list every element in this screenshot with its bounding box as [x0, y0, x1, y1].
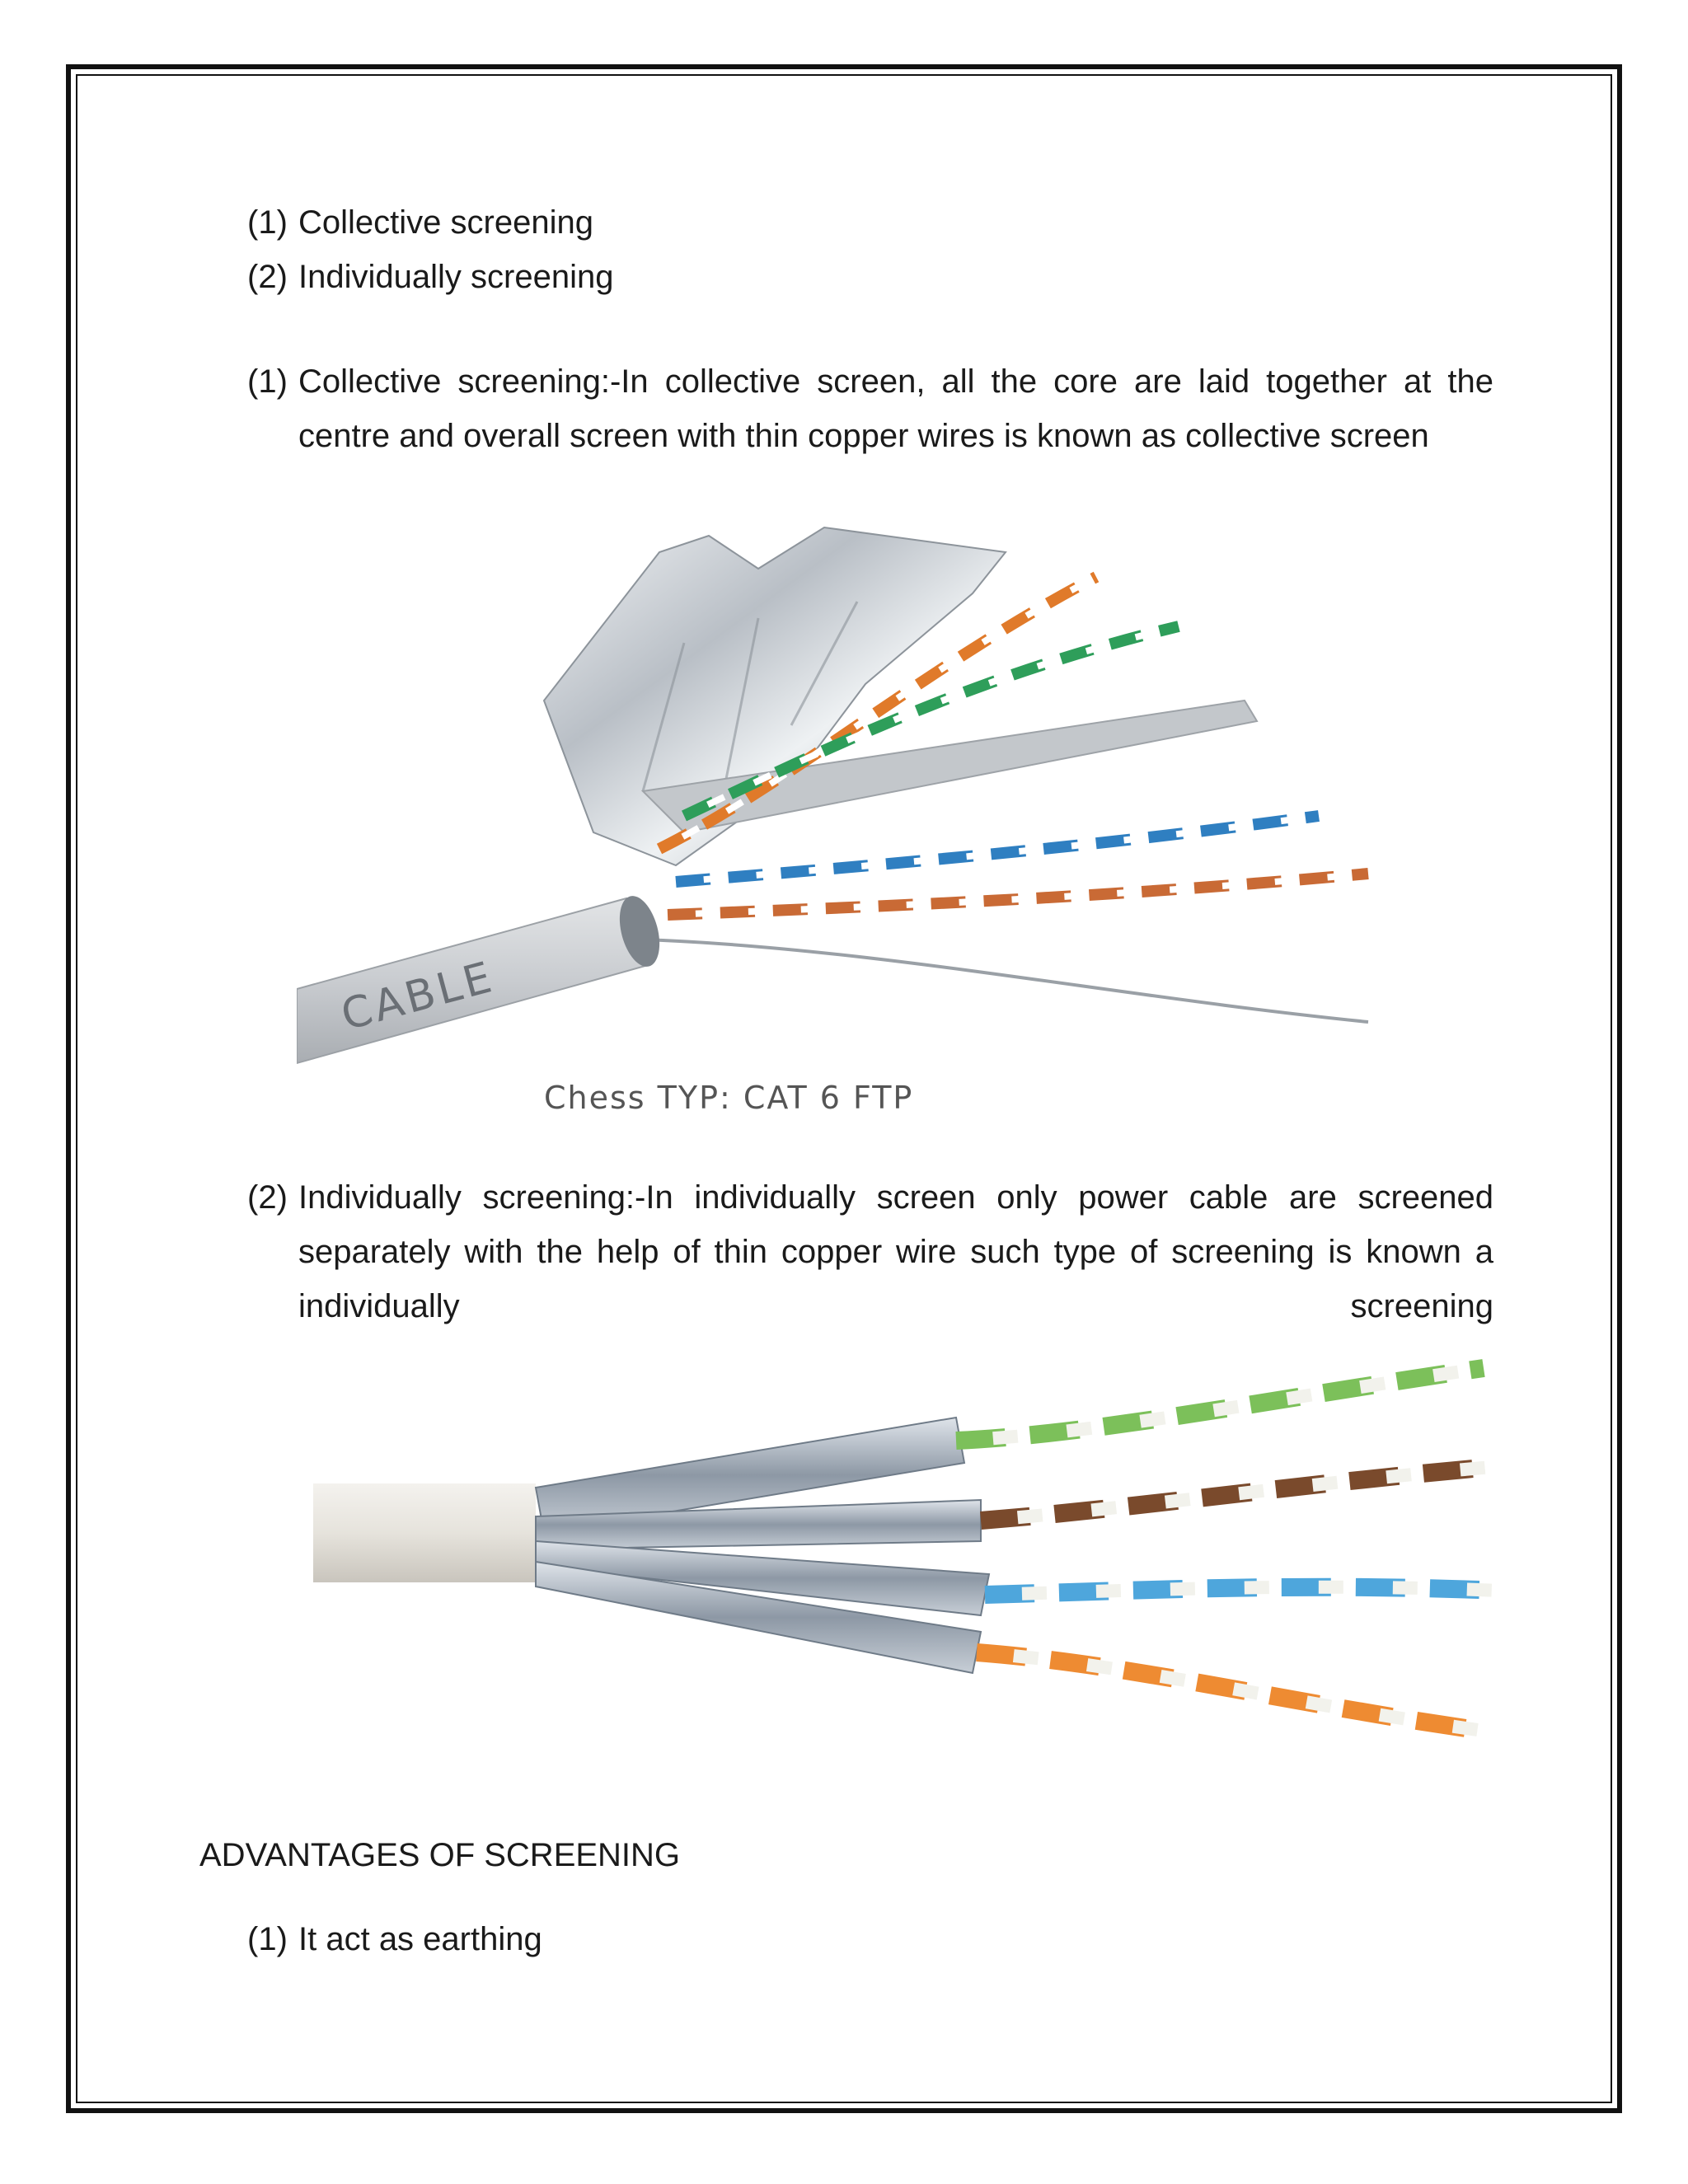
list-item: (1) It act as earthing	[247, 1921, 542, 1957]
cable-jacket-label: CABLE	[335, 952, 500, 1041]
cable-illustration-1	[297, 519, 1393, 1129]
list-item: (2) Individually screening	[247, 259, 614, 295]
section-heading-advantages: ADVANTAGES OF SCREENING	[199, 1837, 681, 1873]
figure-collective-screen-cable	[297, 519, 1393, 1129]
cable-illustration-2	[313, 1319, 1517, 1780]
paragraph-individual-screening: (2) Individually screening:-In individually screen only power cable are screened separately with the help of thin copper wire such type of screening is known a individually screening	[247, 1179, 1493, 1324]
figure-individual-screen-cable	[313, 1319, 1517, 1780]
figure-caption: Chess TYP: CAT 6 FTP	[544, 1080, 914, 1116]
list-item: (1) Collective screening	[247, 204, 593, 241]
paragraph-collective-screening: (1) Collective screening:-In collective screen, all the core are laid together at the centre and overall screen with thin copper wires is known as collective screen	[247, 363, 1493, 454]
